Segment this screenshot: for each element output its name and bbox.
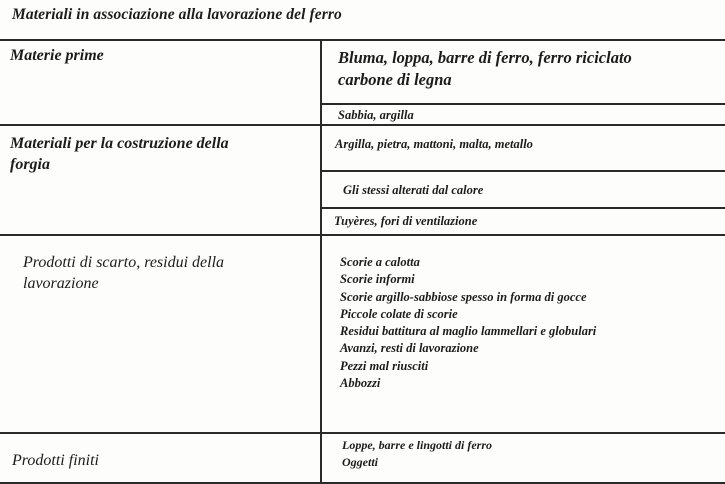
row2-inner-divider-a (321, 170, 725, 172)
row-item: Argilla, pietra, mattoni, malta, metallo (335, 137, 533, 151)
row-divider-1 (0, 124, 725, 126)
list-item: Scorie informi (340, 272, 415, 287)
list-item: Scorie argillo-sabbiose spesso in forma di gocce (340, 289, 587, 304)
row2-inner-divider-b (321, 207, 725, 209)
table-top-border (0, 39, 725, 41)
column-divider (320, 39, 322, 484)
list-item: Pezzi mal riusciti (340, 358, 429, 373)
row-category-line: Materiali per la costruzione della (10, 135, 229, 152)
item-list (342, 437, 492, 471)
item-list (340, 254, 596, 392)
list-item: Scorie a calotta (340, 255, 420, 269)
row-divider-2 (0, 234, 725, 236)
row-category: Materie prime (10, 47, 104, 64)
row-category-line: Prodotti di scarto, residui della (23, 254, 225, 271)
row-category-line: forgia (10, 156, 50, 173)
row1-inner-divider (321, 103, 725, 105)
row-item: Bluma, loppa, barre di ferro, ferro riciclato (338, 48, 632, 67)
row-item: Tuyères, fori di ventilazione (334, 214, 478, 228)
row-divider-3 (0, 432, 725, 434)
row-item: Sabbia, argilla (338, 108, 414, 122)
list-item: Avanzi, resti di lavorazione (340, 341, 479, 356)
list-item: Piccole colate di scorie (340, 306, 458, 321)
list-item: Abbozzi (340, 376, 381, 391)
row-item: carbone di legna (338, 70, 452, 89)
table-title: Materiali in associazione alla lavorazione del ferro (12, 6, 342, 23)
list-item: Oggetti (342, 455, 378, 469)
row-category-line: lavorazione (23, 275, 99, 292)
list-item: Residui battitura al maglio lammellari e globulari (340, 324, 597, 339)
row-category: Prodotti finiti (12, 452, 99, 469)
list-item: Loppe, barre e lingotti di ferro (342, 438, 492, 452)
row-item: Gli stessi alterati dal calore (343, 183, 484, 197)
